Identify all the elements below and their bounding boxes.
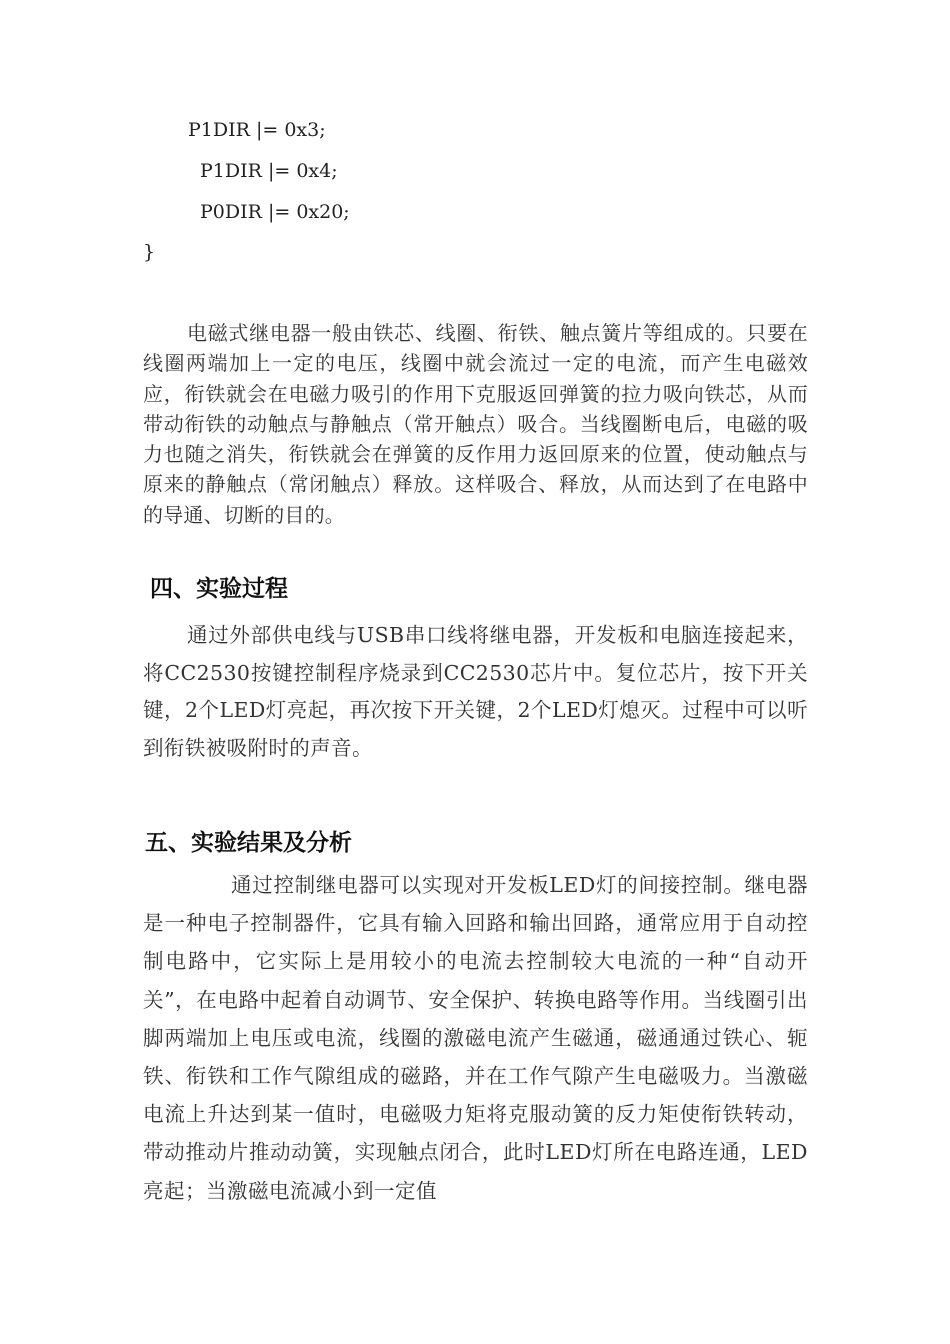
- section-4-heading: 四、实验过程: [150, 576, 288, 602]
- section-4-body: 通过外部供电线与USB串口线将继电器，开发板和电脑连接起来，将CC2530按键控制程序烧录到CC2530芯片中。复位芯片，按下开关键，2个LED灯亮起，再次按下开关键，2个LED灯熄灭。过程中可以听到衔铁被吸附时的声音。: [143, 623, 808, 760]
- code-line-p1dir-0x4: P1DIR |= 0x4;: [200, 160, 338, 182]
- code-line-p0dir-0x20: P0DIR |= 0x20;: [200, 201, 350, 223]
- section-5-heading: 五、实验结果及分析: [145, 830, 352, 856]
- code-closing-brace: }: [143, 241, 156, 263]
- code-line-p1dir-0x3: P1DIR |= 0x3;: [188, 119, 326, 141]
- section-5-body: 通过控制继电器可以实现对开发板LED灯的间接控制。继电器是一种电子控制器件，它具有输入回路和输出回路，通常应用于自动控制电路中，它实际上是用较小的电流去控制较大电流的一种“自动开关”，在电路中起着自动调节、安全保护、转换电路等作用。当线圈引出脚两端加上电压或电流，线圈的激磁电流产生磁通，磁通通过铁心、轭铁、衔铁和工作气隙组成的磁路，并在工作气隙产生电磁吸力。当激磁电流上升达到某一值时，电磁吸力矩将克服动簧的反力矩使衔铁转动，带动推动片推动动簧，实现触点闭合，此时LED灯所在电路连通，LED亮起；当激磁电流减小到一定值: [143, 873, 808, 1203]
- relay-description-paragraph: 电磁式继电器一般由铁芯、线圈、衔铁、触点簧片等组成的。只要在线圈两端加上一定的电压，线圈中就会流过一定的电流，而产生电磁效应，衔铁就会在电磁力吸引的作用下克服返回弹簧的拉力吸向铁芯，从而带动衔铁的动触点与静触点（常开触点）吸合。当线圈断电后，电磁的吸力也随之消失，衔铁就会在弹簧的反作用力返回原来的位置，使动触点与原来的静触点（常闭触点）释放。这样吸合、释放，从而达到了在电路中的导通、切断的目的。: [143, 321, 808, 527]
